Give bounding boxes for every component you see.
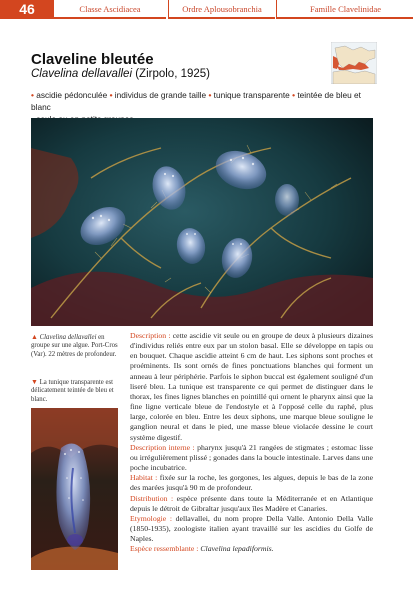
feature-item: teintée de bleu et blanc	[31, 90, 361, 112]
latin-name: Clavelina dellavallei	[31, 68, 133, 80]
similar-species-label: Espèce ressemblante :	[130, 544, 199, 554]
main-photo-caption	[31, 333, 118, 359]
description-paragraph	[130, 331, 373, 443]
family-label: Famille Clavelinidae	[276, 0, 413, 19]
description-text: cette ascidie vit seule ou en groupe de deux à plusieurs dizaines d'individus reliés entre eux par un stolon basal. Elle se développe en tapis ou en bouquet. Chaque ascidie atteint 6 cm de haut. Les siphons sont proches et proéminents. Ils sont ornés de fines ponctuations blanches qui forment un anneau à leur périphérie. Parfois le siphon buccal est également souligné d'un liseré bleu. La tunique est transparente ce qui permet de distinguer dans le thorax, les fines lignes blanches en pointillé qui ornent le pharynx ainsi que la fine ligne verticale bleue de l'endostyle et à l'opposé celle du raphé, plus large, colorée en bleu. Entre les deux siphons, une marque bleue souligne le ganglion neural et dans le pied, une masse bleue violacée dessine le court système digestif.	[130, 331, 373, 442]
class-label: Classe Ascidiacea	[54, 0, 166, 19]
bullet-icon: •	[208, 90, 212, 100]
distribution-map-icon	[331, 42, 377, 84]
etymology-label: Etymologie :	[130, 513, 172, 523]
internal-paragraph	[130, 443, 373, 473]
species-author: (Zirpolo, 1925)	[132, 68, 210, 80]
caption-text: La tunique transparente est délicatement teintée de bleu et blanc.	[31, 379, 114, 403]
description-label: Description :	[130, 331, 171, 340]
red-triangle-icon: ▼	[31, 378, 38, 386]
species-description	[130, 331, 373, 554]
page-header	[0, 0, 413, 19]
habitat-paragraph	[130, 473, 373, 493]
feature-item: tunique transparente	[213, 90, 290, 100]
red-triangle-icon: ▲	[31, 333, 38, 341]
main-photo	[31, 118, 373, 326]
secondary-photo	[31, 408, 118, 570]
order-label: Ordre Aplousobranchia	[168, 0, 275, 19]
etymology-paragraph	[130, 514, 373, 544]
distribution-paragraph	[130, 494, 373, 514]
caption-species: Clavelina dellavallei	[39, 334, 97, 341]
bullet-icon: •	[31, 90, 34, 100]
similar-species-paragraph	[130, 544, 373, 554]
habitat-text: fixée sur la roche, les gorgones, les algues, depuis le bas de la zone des marées jusqu'à 90 m de profondeur.	[130, 473, 374, 493]
distribution-label: Distribution :	[130, 493, 174, 503]
habitat-label: Habitat :	[130, 473, 158, 483]
bullet-icon: •	[109, 90, 113, 100]
species-common-name: Claveline bleutée	[31, 51, 154, 68]
species-scientific-name	[31, 68, 210, 80]
etymology-text: dellavallei, du nom propre Della Valle. Antonio Della Valle (1850-1935), zoologiste italien ayant travaillé sur les ascidies du Golfe de Naples.	[130, 513, 373, 544]
distribution-text: espèce présente dans toute la Méditerranée et en Atlantique depuis le détroit de Gibraltar jusqu'aux îles Madère et Canaries.	[130, 493, 373, 513]
secondary-photo-caption	[31, 378, 118, 404]
similar-species-name: Clavelina lepadiformis.	[200, 544, 274, 554]
feature-item: ascidie pédonculée	[36, 90, 108, 100]
caption-text: en groupe sur une algue. Port-Cros (Var). 22 mètres de profondeur.	[31, 334, 118, 358]
bullet-icon: •	[292, 90, 295, 100]
internal-label: Description interne :	[130, 442, 195, 452]
internal-text: pharynx jusqu'à 21 rangées de stigmates ; estomac lisse ou irrégulièrement plissé ; gonades dans la boucle intestinale. Larves dans une poche incubatrice.	[130, 442, 373, 473]
feature-item: individus de grande taille	[114, 90, 207, 100]
page-number: 46	[0, 0, 54, 19]
